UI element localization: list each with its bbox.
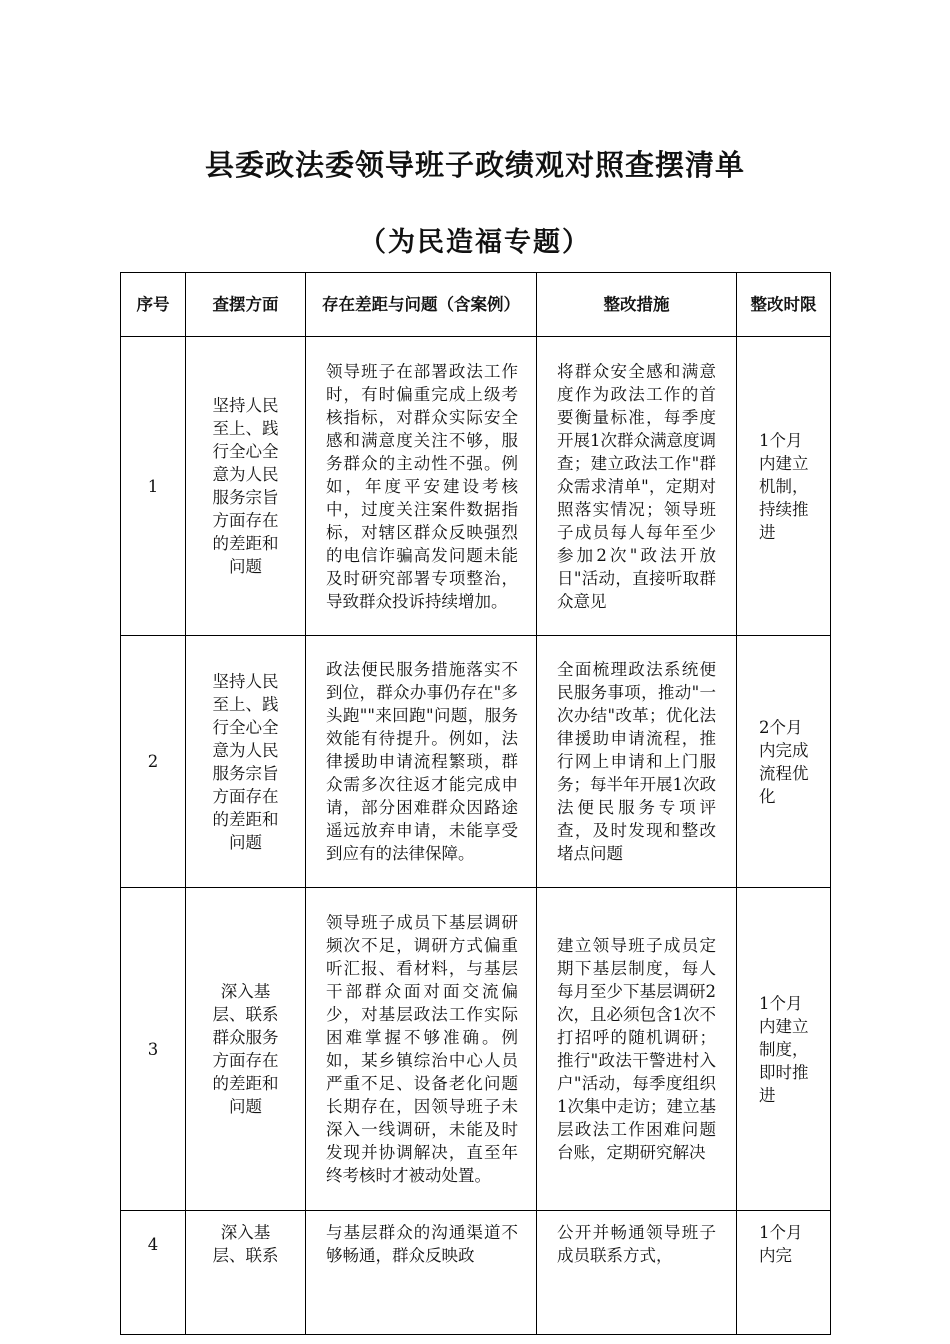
row-aspect: 深入基层、联系群众服务方面存在的差距和问题 [186, 888, 306, 1211]
document-title: 县委政法委领导班子政绩观对照查摆清单 [204, 148, 745, 182]
header-limit: 整改时限 [737, 273, 831, 337]
row-problem: 与基层群众的沟通渠道不够畅通，群众反映政 [306, 1211, 537, 1335]
row-problem: 领导班子成员下基层调研频次不足，调研方式偏重听汇报、看材料，与基层干部群众面对面交流偏少，对基层政法工作实际困难掌握不够准确。例如，某乡镇综治中心人员严重不足、设备老化问题长期存在，因领导班子未深入一线调研，未能及时发现并协调解决，直至年终考核时才被动处置。 [306, 888, 537, 1211]
row-no: 4 [121, 1211, 186, 1335]
row-measure: 将群众安全感和满意度作为政法工作的首要衡量标准，每季度开展1次群众满意度调查；建立政法工作"群众需求清单"，定期对照落实情况；领导班子成员每人每年至少参加2次"政法开放日"活动，直接听取群众意见 [537, 337, 737, 636]
header-measure: 整改措施 [537, 273, 737, 337]
header-problem: 存在差距与问题（含案例） [306, 273, 537, 337]
row-no: 2 [121, 636, 186, 888]
header-no: 序号 [121, 273, 186, 337]
table-header-row [121, 273, 831, 337]
row-problem: 领导班子在部署政法工作时，有时偏重完成上级考核指标，对群众实际安全感和满意度关注不够，服务群众的主动性不强。例如，年度平安建设考核中，过度关注案件数据指标，对辖区群众反映强烈的电信诈骗高发问题未能及时研究部署专项整治，导致群众投诉持续增加。 [306, 337, 537, 636]
table-row [121, 1211, 831, 1335]
row-aspect: 深入基层、联系 [186, 1211, 306, 1335]
row-measure: 建立领导班子成员定期下基层制度，每人每月至少下基层调研2次，且必须包含1次不打招呼的随机调研；推行"政法干警进村入户"活动，每季度组织1次集中走访；建立基层政法工作困难问题台账，定期研究解决 [537, 888, 737, 1211]
checklist-table [120, 272, 831, 1335]
row-no: 1 [121, 337, 186, 636]
row-limit: 1个月内建立制度，即时推进 [737, 888, 831, 1211]
document-subtitle: （为民造福专题） [359, 227, 591, 258]
row-measure: 全面梳理政法系统便民服务事项，推动"一次办结"改革；优化法律援助申请流程，推行网上申请和上门服务；每半年开展1次政法便民服务专项评查，及时发现和整改堵点问题 [537, 636, 737, 888]
row-aspect: 坚持人民至上、践行全心全意为人民服务宗旨方面存在的差距和问题 [186, 337, 306, 636]
row-problem: 政法便民服务措施落实不到位，群众办事仍存在"多头跑""来回跑"问题，服务效能有待提升。例如，法律援助申请流程繁琐，群众需多次往返才能完成申请，部分困难群众因路途遥远放弃申请，未能享受到应有的法律保障。 [306, 636, 537, 888]
header-aspect: 查摆方面 [186, 273, 306, 337]
row-no: 3 [121, 888, 186, 1211]
table-row [121, 337, 831, 636]
row-limit: 2个月内完成流程优化 [737, 636, 831, 888]
table-row [121, 636, 831, 888]
row-limit: 1个月内完 [737, 1211, 831, 1335]
row-measure: 公开并畅通领导班子成员联系方式， [537, 1211, 737, 1335]
table-row [121, 888, 831, 1211]
row-limit: 1个月内建立机制，持续推进 [737, 337, 831, 636]
row-aspect: 坚持人民至上、践行全心全意为人民服务宗旨方面存在的差距和问题 [186, 636, 306, 888]
